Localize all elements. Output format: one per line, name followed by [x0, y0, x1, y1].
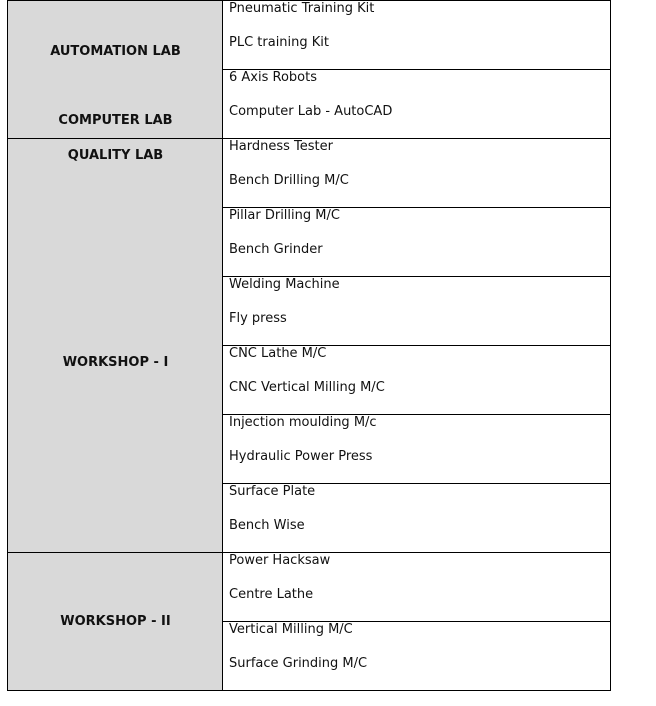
row-divider	[222, 483, 611, 484]
equipment-row	[223, 414, 610, 483]
equipment-item: Centre Lathe	[229, 587, 314, 602]
equipment-item: Welding Machine	[229, 277, 340, 292]
equipment-item: CNC Lathe M/C	[229, 346, 327, 361]
equipment-row	[223, 207, 610, 276]
equipment-table	[7, 0, 611, 691]
equipment-row	[223, 69, 610, 138]
table-border-bottom	[7, 690, 611, 691]
equipment-item: Hydraulic Power Press	[229, 449, 373, 464]
row-divider	[222, 276, 611, 277]
equipment-item: Pillar Drilling M/C	[229, 208, 340, 223]
equipment-item: CNC Vertical Milling M/C	[229, 380, 385, 395]
equipment-item: Pneumatic Training Kit	[229, 1, 375, 16]
lab-label-workshop1: WORKSHOP - I	[62, 355, 169, 370]
table-border-left	[7, 0, 8, 691]
equipment-item: Injection moulding M/c	[229, 415, 377, 430]
table-border-top	[7, 0, 611, 1]
equipment-item: Fly press	[229, 311, 287, 326]
equipment-item: Bench Grinder	[229, 242, 323, 257]
equipment-item: Power Hacksaw	[229, 553, 331, 568]
equipment-item: Bench Wise	[229, 518, 305, 533]
row-divider	[222, 69, 611, 70]
equipment-item: Bench Drilling M/C	[229, 173, 349, 188]
lab-label-quality: QUALITY LAB	[67, 148, 164, 163]
equipment-row	[223, 483, 610, 552]
equipment-item: Computer Lab - AutoCAD	[229, 104, 393, 119]
equipment-item: Vertical Milling M/C	[229, 622, 353, 637]
section-divider	[7, 138, 611, 139]
equipment-item: 6 Axis Robots	[229, 70, 317, 85]
equipment-item: Surface Plate	[229, 484, 316, 499]
section-divider	[7, 552, 611, 553]
row-divider	[222, 207, 611, 208]
equipment-row	[223, 552, 610, 621]
lab-label-workshop2: WORKSHOP - II	[60, 614, 171, 629]
equipment-row	[223, 276, 610, 345]
equipment-item: Surface Grinding M/C	[229, 656, 368, 671]
lab-cell-quality-workshop1	[8, 139, 223, 552]
equipment-row	[223, 138, 610, 207]
row-divider	[222, 621, 611, 622]
equipment-row	[223, 0, 610, 69]
equipment-item: PLC training Kit	[229, 35, 330, 50]
lab-label-computer: COMPUTER LAB	[58, 113, 173, 128]
equipment-row	[223, 345, 610, 414]
lab-label-automation: AUTOMATION LAB	[50, 44, 181, 59]
row-divider	[222, 414, 611, 415]
row-divider	[222, 345, 611, 346]
equipment-row	[223, 621, 610, 690]
equipment-item: Hardness Tester	[229, 139, 333, 154]
